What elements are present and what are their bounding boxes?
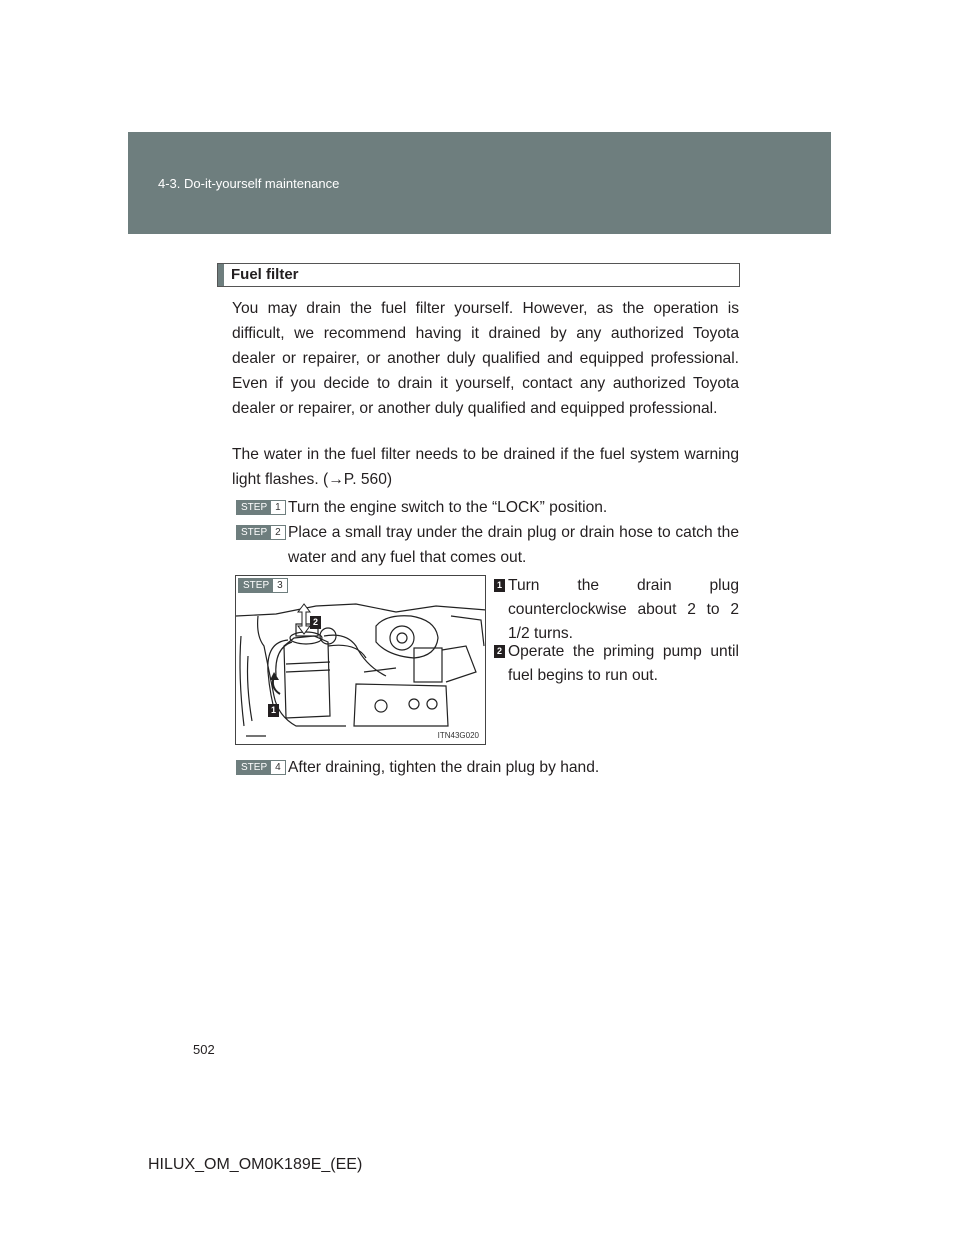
step-label: STEP (237, 761, 271, 774)
step-label: STEP (239, 579, 273, 592)
page-number: 502 (193, 1042, 215, 1057)
step-4-badge (236, 760, 286, 775)
figure-marker-1: 1 (268, 704, 279, 717)
step-3-badge (238, 578, 288, 593)
section-heading-text: Fuel filter (231, 266, 299, 283)
figure-marker-2: 2 (310, 616, 321, 629)
step-2-badge (236, 525, 286, 540)
document-footer: HILUX_OM_OM0K189E_(EE) (148, 1156, 363, 1173)
step-number: 2 (271, 526, 285, 539)
chapter-section-title: 4-3. Do-it-yourself maintenance (158, 176, 340, 191)
step-label: STEP (237, 501, 271, 514)
warning-paragraph: The water in the fuel filter needs to be drained if the fuel system warning light flashes. (→P. 560) (232, 446, 739, 488)
callout-text: Turn the drain plug counterclockwise about 2 to 2 1/2 turns. (508, 577, 739, 642)
step-label: STEP (237, 526, 271, 539)
chapter-header (128, 132, 831, 234)
figure-code: ITN43G020 (437, 731, 479, 740)
engine-bay-drawing (236, 576, 486, 745)
intro-paragraph: You may drain the fuel filter yourself. However, as the operation is difficult, we recommend having it drained by any authorized Toyota dealer or repairer, or another duly qualified and equipped professional. Even if you decide to drain it yourself, contact any authorized Toyota dealer or repairer, or another duly qualified and equipped professional. (232, 300, 739, 417)
step-1-text: Turn the engine switch to the “LOCK” position. (288, 499, 608, 516)
callout-text: Operate the priming pump until fuel begins to run out. (508, 643, 739, 684)
fuel-filter-illustration (235, 575, 486, 745)
section-heading-bar (218, 264, 224, 286)
step-1-badge (236, 500, 286, 515)
callout-marker: 2 (494, 645, 505, 658)
step-number: 3 (273, 579, 287, 592)
step-4-text: After draining, tighten the drain plug by hand. (288, 759, 600, 776)
callout-2 (494, 640, 739, 688)
step-number: 4 (271, 761, 285, 774)
callout-marker: 1 (494, 579, 505, 592)
callout-1 (494, 574, 739, 646)
step-number: 1 (271, 501, 285, 514)
step-2-text: Place a small tray under the drain plug or drain hose to catch the water and any fuel that comes out. (288, 524, 739, 566)
section-heading (217, 263, 740, 287)
